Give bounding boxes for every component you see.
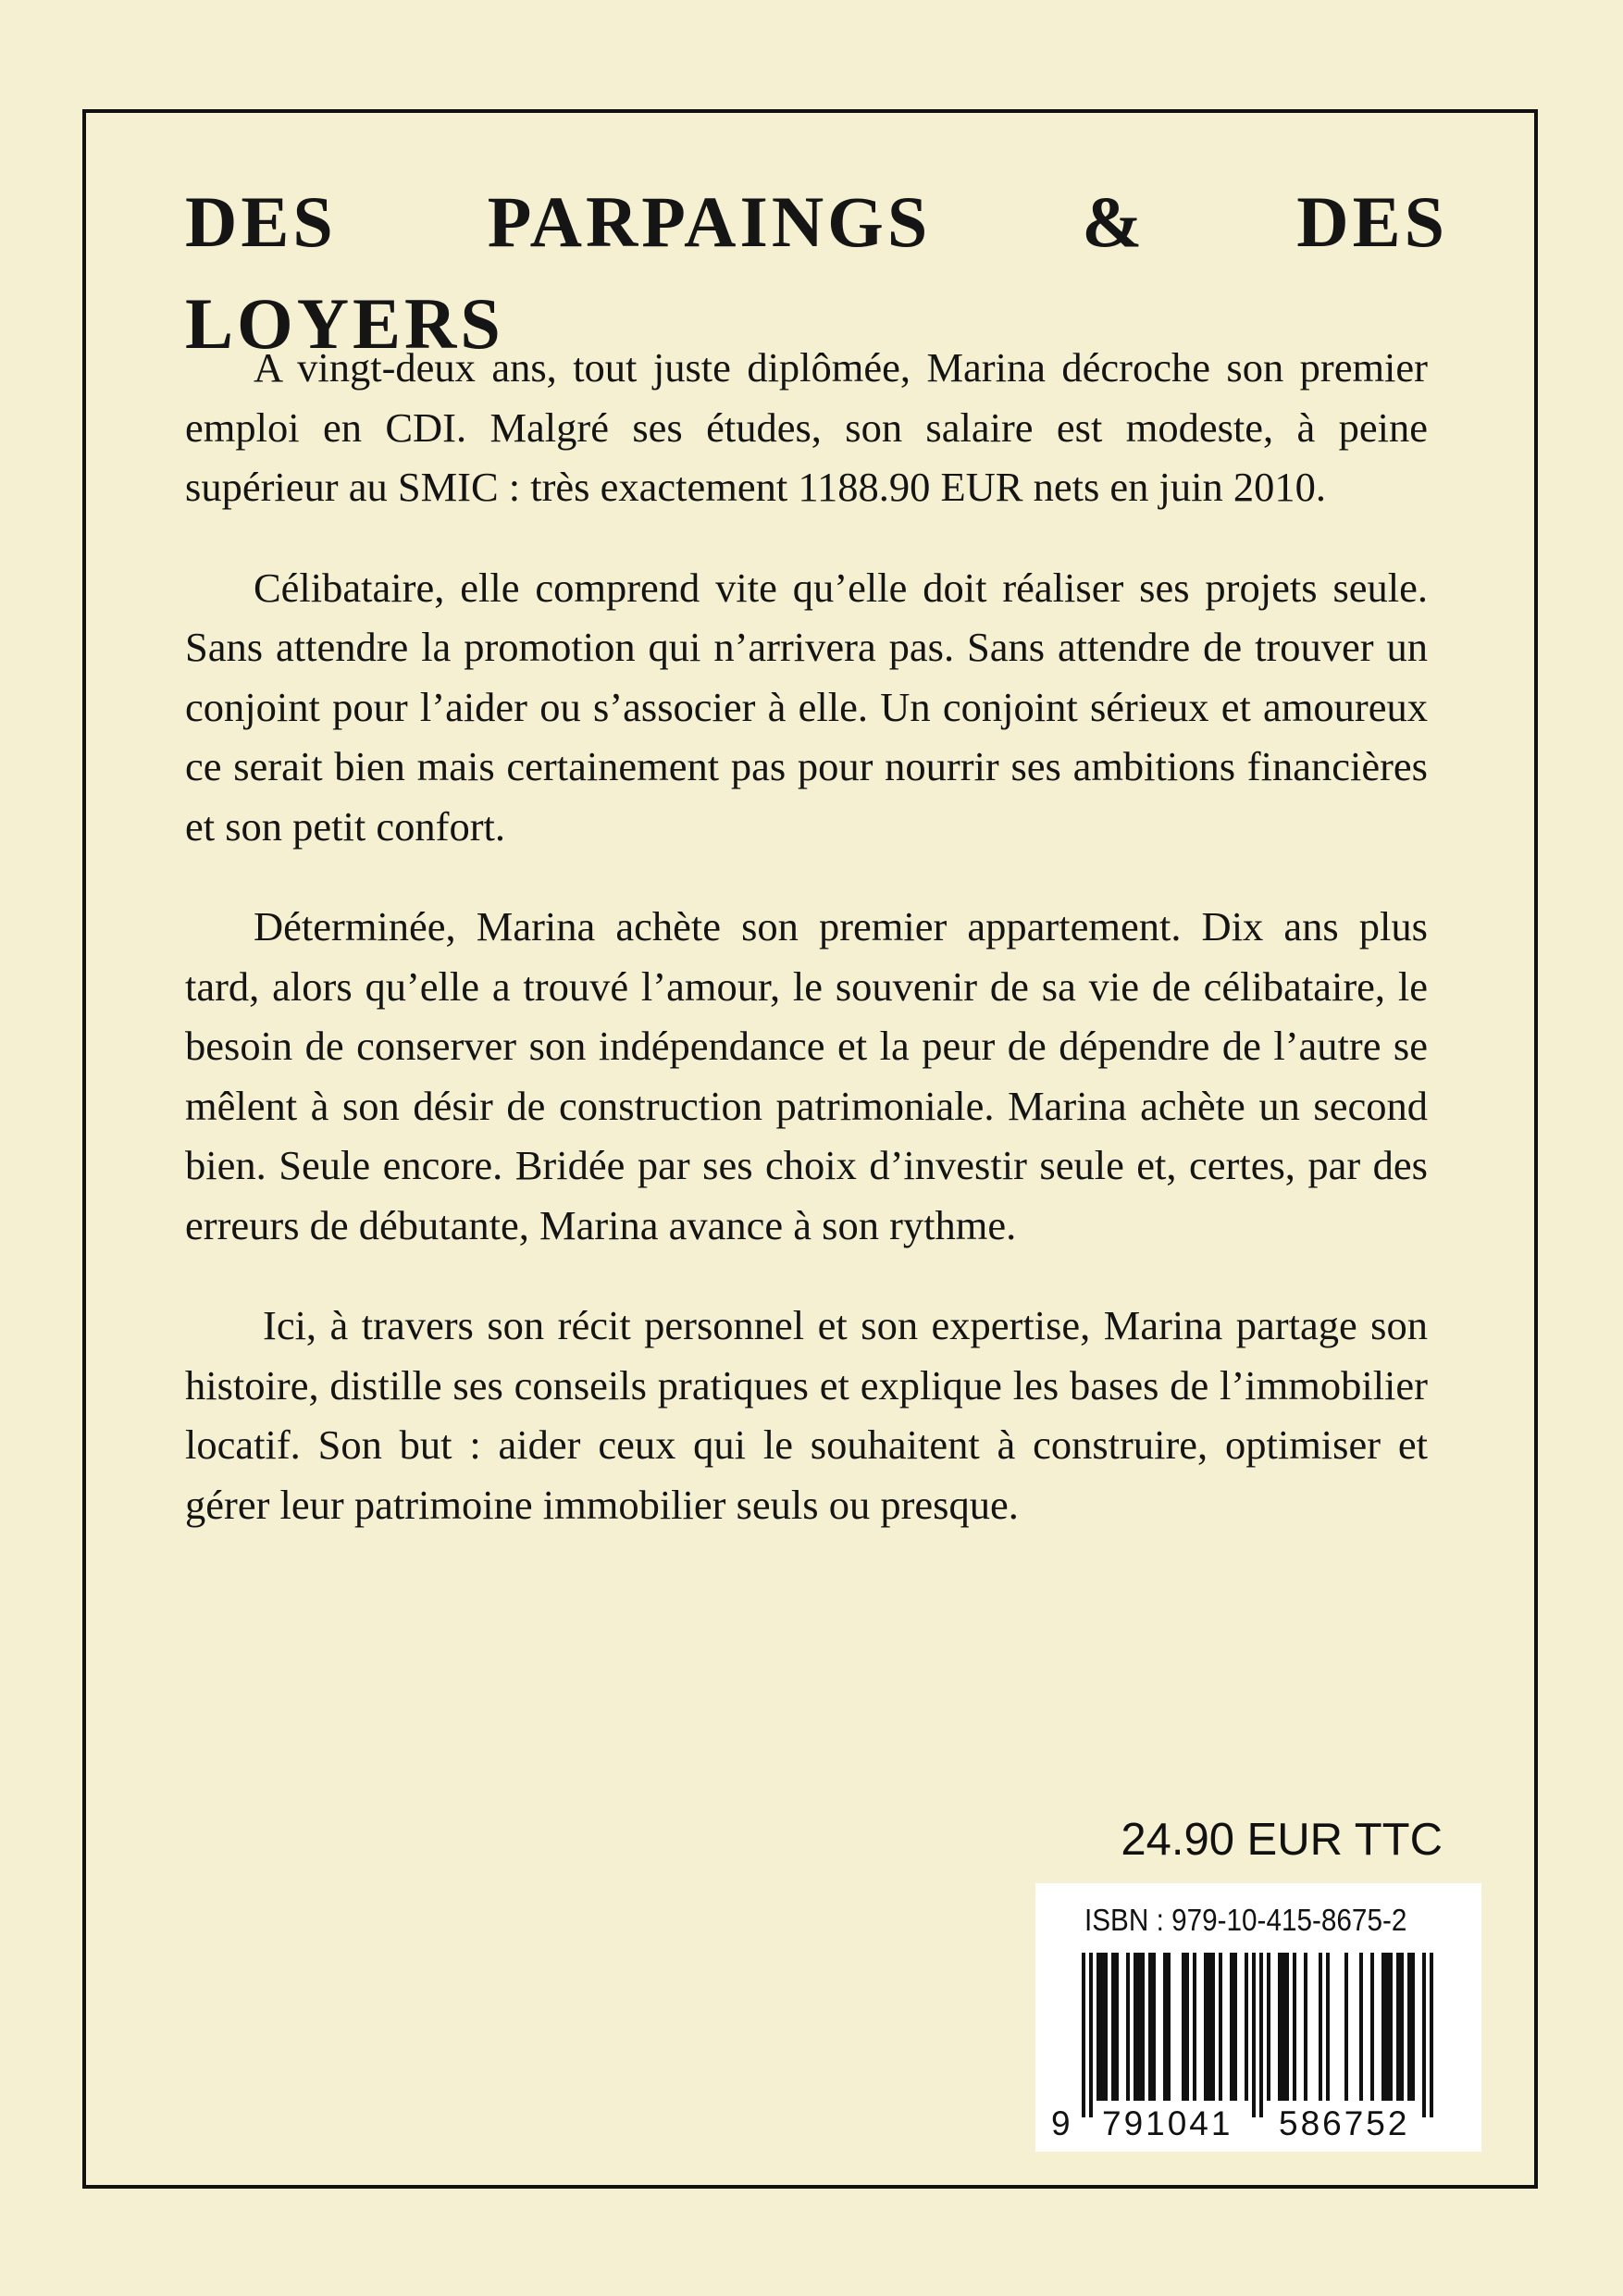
barcode-bar bbox=[1411, 1953, 1415, 2101]
barcode-bar bbox=[1370, 1953, 1374, 2101]
barcode-bar bbox=[1219, 1953, 1222, 2101]
barcode-bar bbox=[1381, 1953, 1385, 2101]
barcode-bar bbox=[1278, 1953, 1282, 2101]
book-title: DES PARPAINGS & DES LOYERS bbox=[185, 181, 1448, 364]
barcode-bar bbox=[1082, 1953, 1085, 2117]
barcode-bar bbox=[1096, 1953, 1100, 2101]
barcode-bar bbox=[1245, 1953, 1248, 2101]
barcode-bar bbox=[1359, 1953, 1363, 2101]
blurb-paragraph: Ici, à travers son récit personnel et son expertise, Marina partage son histoire, distille ses conseils pratiques et explique les bases de l’immobilier locatif. Son but : aider ceux qui le souhaitent à construire, optimiser et gérer leur patrimoine immobilier seuls ou presque. bbox=[185, 1302, 1428, 1528]
barcode-bar bbox=[1111, 1953, 1115, 2101]
barcode-bar bbox=[1211, 1953, 1215, 2101]
barcode-bar bbox=[1115, 1953, 1119, 2101]
barcode-bar bbox=[1267, 1953, 1270, 2101]
barcode-bar bbox=[1100, 1953, 1104, 2101]
barcode-bar bbox=[1396, 1953, 1400, 2101]
barcode-bar bbox=[1152, 1953, 1156, 2101]
barcode-bar bbox=[1141, 1953, 1145, 2101]
barcode-bar bbox=[1204, 1953, 1208, 2101]
barcode-bar bbox=[1422, 1953, 1426, 2117]
barcode-bar bbox=[1163, 1953, 1167, 2101]
price-label: 24.90 EUR TTC bbox=[1121, 1815, 1443, 1865]
barcode-bar bbox=[1400, 1953, 1404, 2101]
blurb-paragraph: Déterminée, Marina achète son premier appartement. Dix ans plus tard, alors qu’elle a trouvé l’amour, le souvenir de sa vie de célibataire, le besoin de conserver son indépendance et la peur de dépendre de l’autre se mêlent à son désir de construction patrimoniale. Marina achète un second bien. Seule encore. Bridée par ses choix d’investir seule et, certes, par des erreurs de débutante, Marina avance à son rythme. bbox=[185, 903, 1428, 1248]
barcode-bar bbox=[1134, 1953, 1137, 2101]
barcode-bar bbox=[1089, 1953, 1093, 2117]
blurb-paragraph: Célibataire, elle comprend vite qu’elle doit réaliser ses projets seule. Sans attendre la promotion qui n’arrivera pas. Sans attendre de trouver un conjoint pour l’aider ou s’associer à elle. Un conjoint sérieux et amoureux ce serait bien mais certainement pas pour nourrir ses ambitions financières et son petit confort. bbox=[185, 564, 1428, 850]
ean-first-digit: 9 bbox=[1051, 2104, 1071, 2142]
barcode-bar bbox=[1282, 1953, 1285, 2101]
blurb-paragraph: A vingt-deux ans, tout juste diplômée, Marina décroche son premier emploi en CDI. Malgré ses études, son salaire est modeste, à peine supérieur au SMIC : très exactement 1188.90 EUR nets en juin 2010. bbox=[185, 344, 1428, 510]
barcode-bar bbox=[1233, 1953, 1237, 2101]
barcode-bar bbox=[1230, 1953, 1233, 2101]
barcode-bar bbox=[1259, 1953, 1263, 2117]
barcode-bar bbox=[1407, 1953, 1411, 2101]
barcode-bar bbox=[1148, 1953, 1152, 2101]
barcode-bar bbox=[1182, 1953, 1185, 2101]
barcode-bar bbox=[1326, 1953, 1330, 2101]
isbn-label: ISBN : 979-10-415-8675-2 bbox=[1084, 1903, 1407, 1937]
barcode-bar bbox=[1430, 1953, 1433, 2117]
barcode-bar bbox=[1344, 1953, 1348, 2101]
barcode-bar bbox=[1319, 1953, 1322, 2101]
barcode-bar bbox=[1167, 1953, 1171, 2101]
barcode-bar bbox=[1104, 1953, 1108, 2101]
barcode-bar bbox=[1137, 1953, 1141, 2101]
barcode-bar bbox=[1208, 1953, 1211, 2101]
ean-left-digits: 791041 bbox=[1102, 2104, 1233, 2142]
barcode-bar bbox=[1193, 1953, 1196, 2101]
barcode-bar bbox=[1304, 1953, 1307, 2101]
barcode-bar bbox=[1185, 1953, 1189, 2101]
barcode-bar bbox=[1252, 1953, 1256, 2117]
barcode-bar bbox=[1293, 1953, 1296, 2101]
isbn-barcode-block bbox=[1035, 1883, 1481, 2152]
barcode-bar bbox=[1385, 1953, 1389, 2101]
back-cover-blurb bbox=[185, 338, 1428, 1575]
barcode-bar bbox=[1389, 1953, 1393, 2101]
barcode-bar bbox=[1126, 1953, 1130, 2101]
barcode-bar bbox=[1285, 1953, 1289, 2101]
ean-right-digits: 586752 bbox=[1279, 2104, 1410, 2142]
